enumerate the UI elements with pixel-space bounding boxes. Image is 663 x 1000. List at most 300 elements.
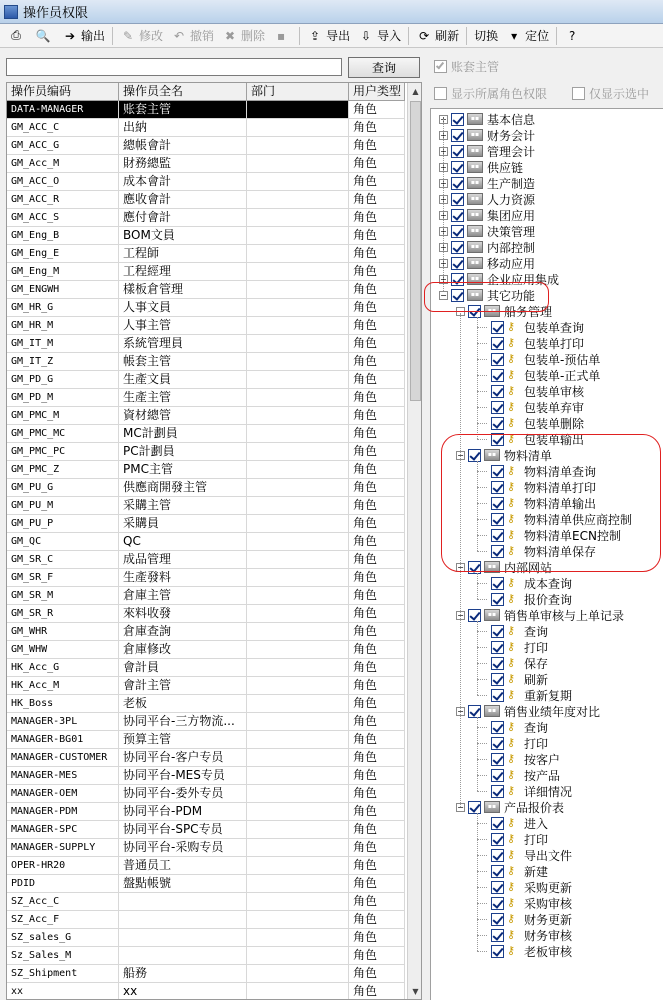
cell-department	[247, 299, 349, 316]
key-icon: ⚷	[507, 544, 516, 557]
table-row[interactable]	[7, 893, 405, 911]
print-button[interactable]	[4, 25, 31, 47]
tree-checkbox[interactable]	[491, 945, 504, 958]
tree-node[interactable]	[491, 927, 572, 943]
cell-user-type: 角色	[349, 317, 405, 334]
table-row[interactable]	[7, 317, 405, 335]
cell-user-type: 角色	[349, 209, 405, 226]
table-row[interactable]	[7, 335, 405, 353]
tree-node[interactable]	[456, 607, 624, 623]
switch-button[interactable]	[470, 25, 502, 47]
table-row[interactable]	[7, 713, 405, 731]
output-button[interactable]	[58, 25, 109, 47]
cell-department	[247, 119, 349, 136]
table-row[interactable]	[7, 659, 405, 677]
tree-node[interactable]	[491, 687, 572, 703]
cell-user-type: 角色	[349, 389, 405, 406]
table-row[interactable]	[7, 299, 405, 317]
tree-checkbox[interactable]	[491, 721, 504, 734]
tree-node[interactable]	[491, 415, 584, 431]
tree-node[interactable]	[491, 879, 572, 895]
collapse-icon[interactable]: −	[457, 562, 464, 572]
table-row[interactable]	[7, 983, 405, 1000]
tree-checkbox[interactable]	[491, 913, 504, 926]
tree-checkbox[interactable]	[491, 673, 504, 686]
save-button[interactable]	[269, 25, 296, 47]
table-row[interactable]	[7, 371, 405, 389]
tree-checkbox[interactable]	[451, 257, 464, 270]
tree-connector	[477, 823, 487, 824]
tree-checkbox[interactable]	[491, 593, 504, 606]
module-folder-icon: ▪▪	[467, 129, 483, 141]
table-row[interactable]	[7, 191, 405, 209]
cell-department	[247, 281, 349, 298]
expand-icon[interactable]: +	[440, 274, 447, 284]
table-row[interactable]	[7, 155, 405, 173]
cell-fullname	[119, 947, 247, 964]
table-row[interactable]	[7, 497, 405, 515]
tree-node[interactable]	[439, 255, 535, 271]
cell-fullname: 帳套主管	[119, 353, 247, 370]
cell-fullname: 协同平台-PDM	[119, 803, 247, 820]
cell-code: MANAGER-SUPPLY	[7, 839, 119, 856]
toolbar-label: 删除	[241, 29, 266, 43]
tree-node[interactable]	[491, 911, 572, 927]
table-row[interactable]	[7, 425, 405, 443]
expand-icon[interactable]: +	[440, 130, 447, 140]
edit-icon: ✎	[122, 28, 134, 43]
tree-checkbox[interactable]	[451, 129, 464, 142]
export-icon: ⇪	[310, 28, 321, 43]
query-button[interactable]: 查询	[348, 57, 420, 78]
expand-icon[interactable]: +	[440, 178, 447, 188]
table-row[interactable]	[7, 209, 405, 227]
tree-connector	[477, 391, 487, 392]
key-icon: ⚷	[507, 672, 516, 685]
scroll-down-icon[interactable]: ▼	[412, 986, 419, 996]
tree-checkbox[interactable]	[451, 193, 464, 206]
tree-checkbox[interactable]	[491, 737, 504, 750]
tree-connector	[477, 759, 487, 760]
expand-icon[interactable]: +	[440, 162, 447, 172]
preview-button[interactable]	[31, 25, 58, 47]
tree-node[interactable]	[491, 383, 584, 399]
cell-code: MANAGER-BG01	[7, 731, 119, 748]
tree-node[interactable]	[491, 895, 572, 911]
tree-connector	[477, 621, 478, 695]
tree-checkbox[interactable]	[491, 849, 504, 862]
tree-node-label: 打印	[524, 832, 549, 847]
cell-code: GM_IT_M	[7, 335, 119, 352]
cell-department	[247, 857, 349, 874]
tree-node-label: 物料清单ECN控制	[524, 528, 621, 543]
table-row[interactable]	[7, 407, 405, 425]
table-row[interactable]	[7, 677, 405, 695]
table-row[interactable]	[7, 263, 405, 281]
cell-fullname: 协同平台-委外专员	[119, 785, 247, 802]
tree-node[interactable]	[491, 831, 548, 847]
tree-node[interactable]	[491, 367, 600, 383]
scroll-up-icon[interactable]: ▲	[412, 86, 419, 96]
table-row[interactable]	[7, 731, 405, 749]
tree-checkbox[interactable]	[491, 577, 504, 590]
table-row[interactable]	[7, 119, 405, 137]
expand-icon[interactable]: +	[440, 146, 447, 156]
tree-checkbox[interactable]	[491, 817, 504, 830]
table-row[interactable]	[7, 605, 405, 623]
cell-code: GM_PMC_MC	[7, 425, 119, 442]
tree-node[interactable]	[456, 799, 564, 815]
table-row[interactable]	[7, 443, 405, 461]
cell-fullname: 生產文員	[119, 371, 247, 388]
tree-checkbox[interactable]	[451, 225, 464, 238]
key-icon: ⚷	[507, 688, 516, 701]
tree-checkbox[interactable]	[491, 833, 504, 846]
tree-checkbox[interactable]	[491, 385, 504, 398]
cell-fullname: 协同平台-采购专员	[119, 839, 247, 856]
tree-checkbox[interactable]	[468, 801, 481, 814]
undo-button[interactable]	[167, 25, 218, 47]
expand-icon[interactable]: +	[440, 194, 447, 204]
cell-fullname: 倉庫修改	[119, 641, 247, 658]
header-fullname[interactable]: 操作员全名	[119, 83, 247, 100]
tree-node-label: 财务更新	[524, 912, 573, 927]
tree-connector	[477, 695, 487, 696]
cell-department	[247, 803, 349, 820]
cell-user-type: 角色	[349, 929, 405, 946]
tree-node[interactable]	[491, 943, 572, 959]
table-row[interactable]	[7, 569, 405, 587]
tree-checkbox[interactable]	[451, 241, 464, 254]
table-row[interactable]	[7, 839, 405, 857]
module-folder-icon: ▪▪	[467, 177, 483, 189]
key-icon: ⚷	[507, 752, 516, 765]
cell-user-type: 角色	[349, 893, 405, 910]
tree-node[interactable]	[491, 335, 584, 351]
toolbar-label: 输出	[81, 29, 106, 43]
tree-node[interactable]	[439, 175, 535, 191]
tree-connector	[477, 951, 487, 952]
cell-code: GM_PMC_Z	[7, 461, 119, 478]
tree-checkbox[interactable]	[491, 641, 504, 654]
tree-node[interactable]	[491, 719, 548, 735]
table-row[interactable]	[7, 389, 405, 407]
table-row[interactable]	[7, 695, 405, 713]
tree-checkbox[interactable]	[491, 897, 504, 910]
cell-code: GM_WHR	[7, 623, 119, 640]
locate-button[interactable]	[502, 25, 553, 47]
cell-code: SZ_sales_G	[7, 929, 119, 946]
table-row[interactable]	[7, 803, 405, 821]
tree-checkbox[interactable]	[491, 753, 504, 766]
save-icon: ▪	[276, 28, 286, 43]
tree-checkbox[interactable]	[491, 785, 504, 798]
cell-user-type: 角色	[349, 857, 405, 874]
cell-department	[247, 317, 349, 334]
table-row[interactable]	[7, 587, 405, 605]
toolbar-label: 刷新	[435, 29, 460, 43]
tree-checkbox[interactable]	[491, 401, 504, 414]
table-row[interactable]	[7, 821, 405, 839]
tree-node[interactable]	[439, 207, 535, 223]
cell-department	[247, 821, 349, 838]
collapse-icon[interactable]: −	[457, 450, 464, 460]
tree-node[interactable]	[491, 735, 548, 751]
cell-fullname: 人事文員	[119, 299, 247, 316]
cell-department	[247, 173, 349, 190]
cell-fullname: 樣板倉管理	[119, 281, 247, 298]
tree-node[interactable]	[491, 623, 548, 639]
annotation-circle-other	[424, 282, 549, 312]
tree-checkbox[interactable]	[491, 337, 504, 350]
cell-user-type: 角色	[349, 731, 405, 748]
cell-code: GM_PD_G	[7, 371, 119, 388]
cell-code: OPER-HR20	[7, 857, 119, 874]
table-row[interactable]	[7, 515, 405, 533]
cell-department	[247, 245, 349, 262]
collapse-icon[interactable]: −	[457, 610, 464, 620]
export-button[interactable]	[303, 25, 354, 47]
delete-button[interactable]	[218, 25, 269, 47]
tree-checkbox[interactable]	[491, 657, 504, 670]
window-title: 操作员权限	[23, 6, 89, 21]
cell-code: GM_ENGWH	[7, 281, 119, 298]
tree-node[interactable]	[491, 351, 600, 367]
cell-fullname	[119, 893, 247, 910]
table-row[interactable]	[7, 911, 405, 929]
cell-fullname: 生產主管	[119, 389, 247, 406]
cell-code: xx	[7, 983, 119, 1000]
tree-node-label: 包装单删除	[524, 416, 585, 431]
tree-node[interactable]	[491, 863, 548, 879]
tree-checkbox[interactable]	[451, 113, 464, 126]
cell-user-type: 角色	[349, 137, 405, 154]
tree-checkbox[interactable]	[491, 321, 504, 334]
import-button[interactable]	[354, 25, 405, 47]
table-row[interactable]	[7, 857, 405, 875]
tree-checkbox[interactable]	[491, 417, 504, 430]
cell-code: MANAGER-SPC	[7, 821, 119, 838]
collapse-icon[interactable]: −	[457, 802, 464, 812]
table-row[interactable]	[7, 947, 405, 965]
tree-node[interactable]	[491, 575, 572, 591]
cell-department	[247, 587, 349, 604]
key-icon: ⚷	[507, 400, 516, 413]
table-row[interactable]	[7, 767, 405, 785]
table-row[interactable]	[7, 623, 405, 641]
key-icon: ⚷	[507, 432, 516, 445]
cell-user-type: 角色	[349, 551, 405, 568]
cell-code: MANAGER-PDM	[7, 803, 119, 820]
tree-node-label: 物料清单输出	[524, 496, 597, 511]
cell-user-type: 角色	[349, 425, 405, 442]
cell-department	[247, 623, 349, 640]
expand-icon[interactable]: +	[440, 258, 447, 268]
table-row[interactable]	[7, 137, 405, 155]
tree-checkbox[interactable]	[491, 625, 504, 638]
annotation-circle-bom	[441, 434, 661, 572]
tree-node-label: 内部控制	[487, 240, 536, 255]
key-icon: ⚷	[507, 464, 516, 477]
table-row[interactable]	[7, 533, 405, 551]
tree-node-label: 新建	[524, 864, 549, 879]
key-icon: ⚷	[507, 624, 516, 637]
header-user-type[interactable]: 用户类型	[349, 83, 405, 100]
show-role-rights-option[interactable]	[434, 85, 547, 102]
tree-node[interactable]	[491, 767, 560, 783]
cell-code: GM_ACC_C	[7, 119, 119, 136]
key-icon: ⚷	[507, 912, 516, 925]
tree-checkbox[interactable]	[491, 369, 504, 382]
expand-icon[interactable]: +	[440, 210, 447, 220]
expand-icon[interactable]: +	[440, 114, 447, 124]
tree-connector	[477, 599, 487, 600]
table-row[interactable]	[7, 173, 405, 191]
search-input[interactable]	[6, 58, 342, 76]
collapse-icon[interactable]: −	[440, 290, 447, 300]
tree-node[interactable]	[439, 127, 535, 143]
tree-node[interactable]	[439, 143, 535, 159]
show-selected-checkbox[interactable]	[572, 87, 585, 100]
refresh-button[interactable]	[412, 25, 463, 47]
cell-fullname: 成本會計	[119, 173, 247, 190]
expand-icon[interactable]: +	[440, 226, 447, 236]
table-row[interactable]	[7, 875, 405, 893]
tree-node[interactable]	[439, 191, 535, 207]
cell-department	[247, 731, 349, 748]
grid-scrollbar[interactable]	[407, 83, 422, 999]
table-row[interactable]	[7, 353, 405, 371]
table-row[interactable]	[7, 101, 405, 119]
preview-icon: 🔍	[35, 28, 51, 43]
collapse-icon[interactable]: −	[457, 306, 464, 316]
cell-code: HK_Boss	[7, 695, 119, 712]
cell-fullname: 采購員	[119, 515, 247, 532]
expand-icon[interactable]: +	[440, 242, 447, 252]
table-row[interactable]	[7, 479, 405, 497]
header-department[interactable]: 部门	[247, 83, 349, 100]
tree-checkbox[interactable]	[451, 161, 464, 174]
cell-code: MANAGER-3PL	[7, 713, 119, 730]
tree-node[interactable]	[439, 239, 535, 255]
import-icon: ⇩	[361, 28, 372, 43]
table-row[interactable]	[7, 461, 405, 479]
tree-node[interactable]	[491, 847, 572, 863]
tree-node-label: 详细情况	[524, 784, 573, 799]
tree-node[interactable]	[491, 639, 548, 655]
table-row[interactable]	[7, 641, 405, 659]
show-selected-option[interactable]	[572, 85, 663, 102]
tree-connector	[477, 317, 478, 439]
tree-checkbox[interactable]	[468, 705, 481, 718]
help-button[interactable]	[560, 25, 587, 47]
cell-user-type: 角色	[349, 605, 405, 622]
tree-checkbox[interactable]	[451, 145, 464, 158]
tree-node[interactable]	[491, 319, 584, 335]
tree-node[interactable]	[491, 671, 548, 687]
tree-connector	[477, 631, 487, 632]
tree-checkbox[interactable]	[491, 353, 504, 366]
tree-node[interactable]	[439, 159, 523, 175]
cell-fullname: 出納	[119, 119, 247, 136]
cell-user-type: 角色	[349, 569, 405, 586]
scroll-thumb[interactable]	[410, 101, 421, 401]
tree-node-label: 物料清单查询	[524, 464, 597, 479]
toolbar-label: 切换	[474, 29, 499, 43]
table-row[interactable]	[7, 785, 405, 803]
edit-button[interactable]	[116, 25, 167, 47]
table-row[interactable]	[7, 551, 405, 569]
tree-node-label: 保存	[524, 656, 549, 671]
toolbar-label: 导入	[377, 29, 402, 43]
table-row[interactable]	[7, 965, 405, 983]
tree-checkbox[interactable]	[491, 769, 504, 782]
cell-user-type: 角色	[349, 281, 405, 298]
print-icon: ⎙	[11, 28, 21, 42]
tree-checkbox[interactable]	[491, 881, 504, 894]
show-role-rights-checkbox[interactable]	[434, 87, 447, 100]
cell-department	[247, 875, 349, 892]
cell-code: GM_SR_R	[7, 605, 119, 622]
key-icon: ⚷	[507, 592, 516, 605]
table-row[interactable]	[7, 281, 405, 299]
cell-user-type: 角色	[349, 263, 405, 280]
table-row[interactable]	[7, 749, 405, 767]
cell-code: GM_ACC_S	[7, 209, 119, 226]
tree-checkbox[interactable]	[451, 209, 464, 222]
module-folder-icon: ▪▪	[467, 161, 483, 173]
table-row[interactable]	[7, 227, 405, 245]
cell-department	[247, 227, 349, 244]
account-master-checkbox[interactable]	[434, 60, 447, 73]
tree-node[interactable]	[491, 655, 548, 671]
tree-node[interactable]	[439, 223, 535, 239]
tree-node[interactable]	[491, 783, 572, 799]
cell-code: GM_PU_G	[7, 479, 119, 496]
account-master-option[interactable]	[434, 58, 499, 75]
tree-node[interactable]	[439, 111, 535, 127]
tree-node[interactable]	[491, 591, 572, 607]
collapse-icon[interactable]: −	[457, 706, 464, 716]
cell-fullname: 预算主管	[119, 731, 247, 748]
tree-node-label: 打印	[524, 736, 549, 751]
tree-connector	[477, 423, 487, 424]
header-code[interactable]: 操作员编码	[7, 83, 119, 100]
tree-checkbox[interactable]	[491, 865, 504, 878]
tree-checkbox[interactable]	[491, 929, 504, 942]
key-icon: ⚷	[507, 864, 516, 877]
tree-node[interactable]	[491, 751, 560, 767]
tree-checkbox[interactable]	[491, 689, 504, 702]
cell-user-type: 角色	[349, 839, 405, 856]
table-row[interactable]	[7, 929, 405, 947]
tree-node-label: 采购审核	[524, 896, 573, 911]
tree-checkbox[interactable]	[451, 177, 464, 190]
table-row[interactable]	[7, 245, 405, 263]
tree-node[interactable]	[491, 399, 584, 415]
cell-code: GM_PD_M	[7, 389, 119, 406]
module-folder-icon: ▪▪	[467, 241, 483, 253]
tree-checkbox[interactable]	[468, 609, 481, 622]
tree-node-label: 物料清单保存	[524, 544, 597, 559]
cell-fullname: 總帳會計	[119, 137, 247, 154]
cell-user-type: 角色	[349, 155, 405, 172]
tree-connector	[477, 327, 487, 328]
tree-connector	[477, 647, 487, 648]
cell-user-type: 角色	[349, 407, 405, 424]
tree-node[interactable]	[491, 815, 548, 831]
cell-fullname: 應收會計	[119, 191, 247, 208]
